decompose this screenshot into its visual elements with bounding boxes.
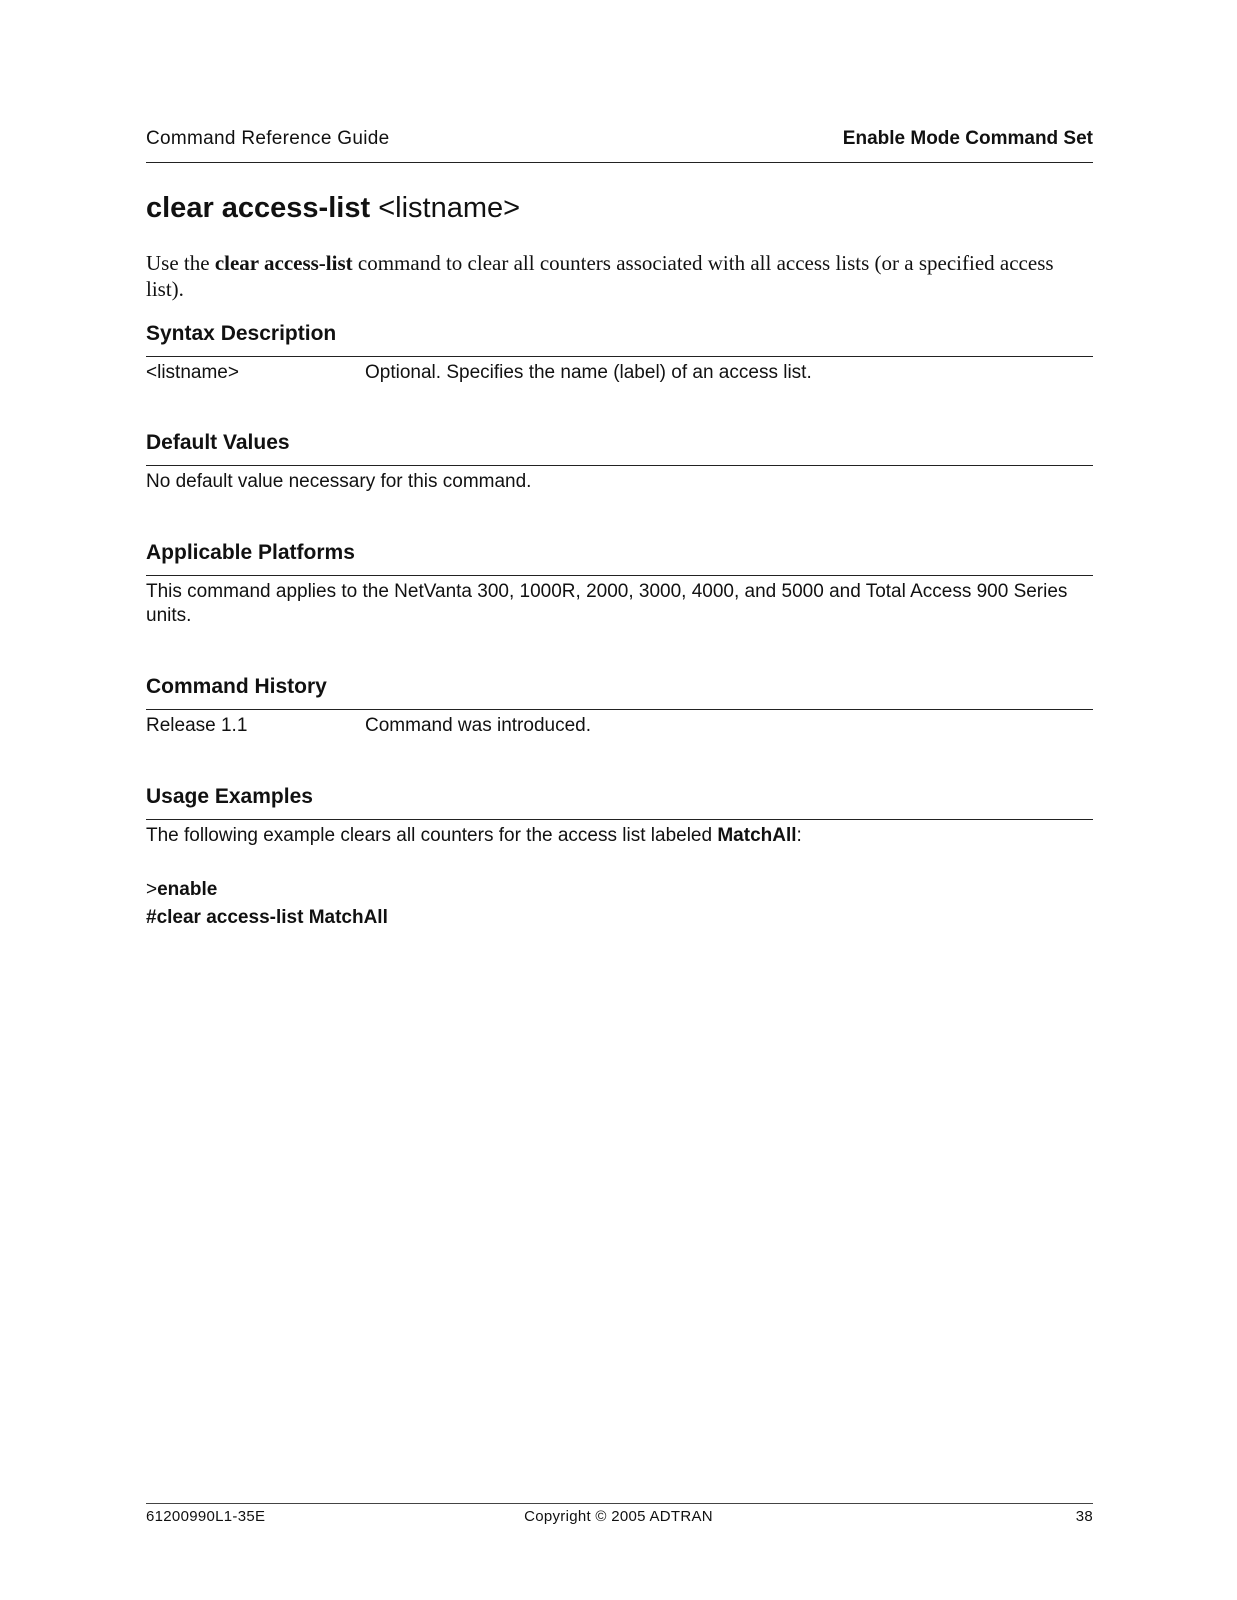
history-heading: Command History — [146, 675, 327, 698]
footer-doc-number: 61200990L1-35E — [146, 1508, 266, 1525]
title-command: clear access-list — [146, 192, 371, 224]
history-release: Release 1.1 — [146, 715, 248, 736]
platforms-rule — [146, 575, 1093, 576]
syntax-desc: Optional. Specifies the name (label) of an access list. — [365, 362, 812, 383]
usage-post: : — [796, 825, 802, 846]
history-desc: Command was introduced. — [365, 715, 591, 736]
example-cmd-1: enable — [157, 879, 218, 900]
example-line-2 — [146, 907, 388, 929]
header-rule — [146, 162, 1093, 163]
page-title — [146, 192, 520, 225]
example-prompt-1: > — [146, 879, 158, 900]
usage-rule — [146, 819, 1093, 820]
history-rule — [146, 709, 1093, 710]
intro-bold: clear access-list — [214, 251, 353, 275]
example-cmd-2: clear access-list MatchAll — [156, 907, 388, 928]
intro-pre: Use the — [146, 251, 215, 275]
platforms-heading: Applicable Platforms — [146, 541, 355, 564]
header-guide-title: Command Reference Guide — [146, 128, 390, 149]
footer-copyright: Copyright © 2005 ADTRAN — [524, 1508, 713, 1525]
footer-page-number: 38 — [1075, 1508, 1093, 1525]
intro-paragraph — [146, 250, 1076, 302]
usage-heading: Usage Examples — [146, 785, 313, 808]
usage-pre: The following example clears all counters for the access list labeled — [146, 825, 718, 846]
syntax-rule — [146, 356, 1093, 357]
usage-bold: MatchAll — [717, 825, 797, 846]
defaults-text: No default value necessary for this command. — [146, 471, 532, 492]
example-line-1 — [146, 879, 217, 901]
platforms-text: This command applies to the NetVanta 300, 1000R, 2000, 3000, 4000, and 5000 and Total Access 900 Series units. — [146, 581, 1068, 626]
example-prompt-2: # — [146, 907, 157, 928]
intro-post: command to clear all counters associated with all access lists (or a specified access list). — [146, 251, 1054, 301]
syntax-heading: Syntax Description — [146, 322, 337, 345]
usage-text — [146, 824, 1081, 848]
defaults-heading: Default Values — [146, 431, 290, 454]
title-param: <listname> — [378, 192, 521, 224]
footer-rule — [146, 1503, 1093, 1504]
defaults-rule — [146, 465, 1093, 466]
syntax-term: <listname> — [146, 362, 239, 383]
header-section-title: Enable Mode Command Set — [842, 128, 1093, 149]
